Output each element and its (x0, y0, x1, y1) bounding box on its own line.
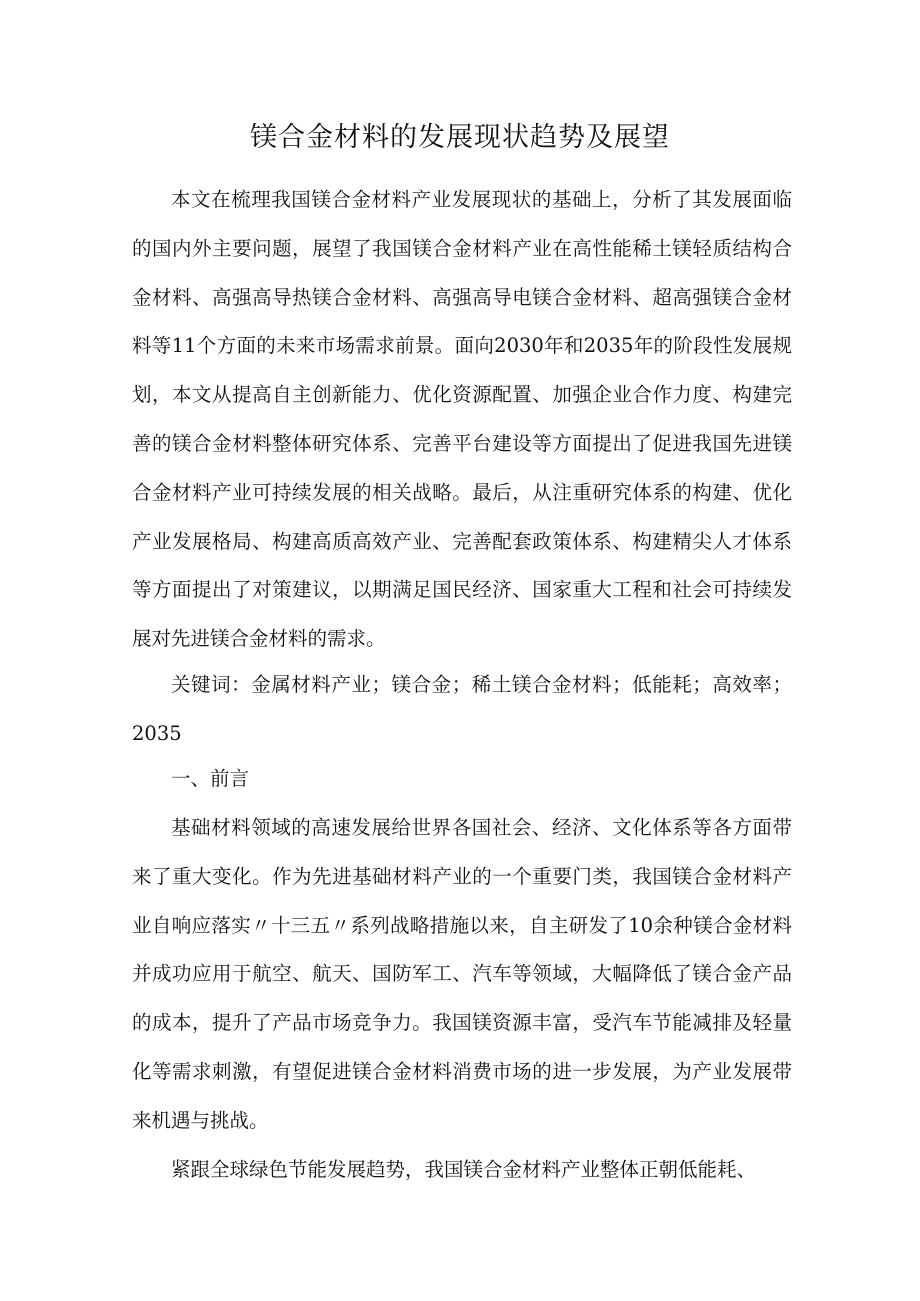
intro-paragraph-2: 紧跟全球绿色节能发展趋势，我国镁合金材料产业整体正朝低能耗、 (171, 1158, 757, 1181)
document-title: 镁合金材料的发展现状趋势及展望 (250, 122, 670, 153)
section-heading: 一、前言 (171, 767, 250, 790)
keywords-paragraph: 关键词：金属材料产业；镁合金；稀土镁合金材料；低能耗；高效率；2035 (132, 673, 792, 745)
intro-paragraph-1: 基础材料领域的高速发展给世界各国社会、经济、文化体系等各方面带来了重大变化。作为先进基础材料产业的一个重要门类，我国镁合金材料产业自响应落实〃十三五〃系列战略措施以来，自主研发了10余种镁合金材料并成功应用于航空、航天、国防军工、汽车等领域，大幅降低了镁合金产品的成本，提升了产品市场竞争力。我国镁资源丰富，受汽车节能减排及轻量化等需求刺激，有望促进镁合金材料消费市场的进一步发展，为产业发展带来机遇与挑战。 (132, 816, 792, 1132)
abstract-paragraph: 本文在梳理我国镁合金材料产业发展现状的基础上，分析了其发展面临的国内外主要问题，展望了我国镁合金材料产业在高性能稀土镁轻质结构合金材料、高强高导热镁合金材料、高强高导电镁合金材料、超高强镁合金材料等11个方面的未来市场需求前景。面向2030年和2035年的阶段性发展规划，本文从提高自主创新能力、优化资源配置、加强企业合作力度、构建完善的镁合金材料整体研究体系、完善平台建设等方面提出了促进我国先进镁合金材料产业可持续发展的相关战略。最后，从注重研究体系的构建、优化产业发展格局、构建高质高效产业、完善配套政策体系、构建精尖人才体系等方面提出了对策建议，以期满足国民经济、国家重大工程和社会可持续发展对先进镁合金材料的需求。 (132, 188, 792, 651)
